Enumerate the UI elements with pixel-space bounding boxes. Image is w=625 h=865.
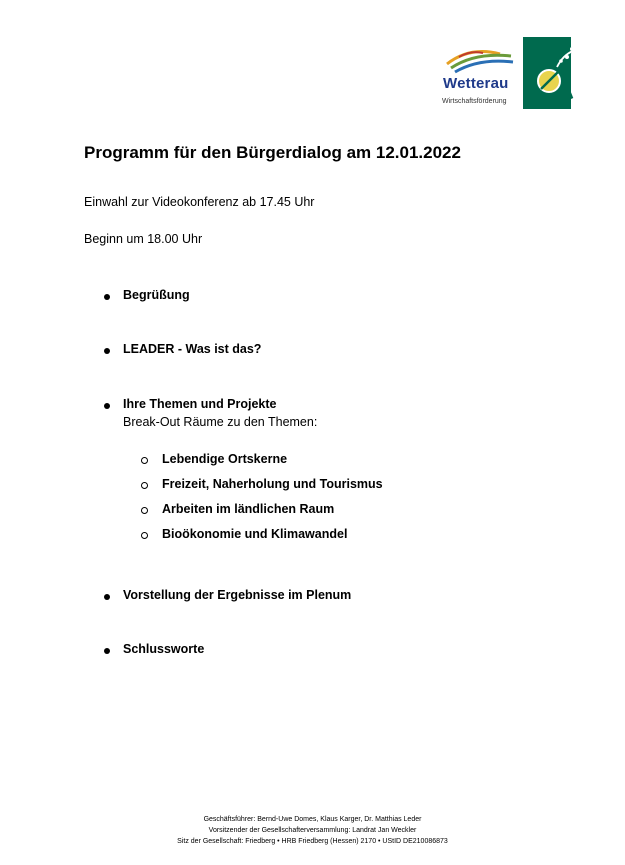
leader-logo (523, 37, 591, 109)
footer-chairman: Vorsitzender der Gesellschafterversammlung: Landrat Jan Weckler (208, 827, 417, 834)
breakout-intro: Break-Out Räume zu den Themen: (123, 415, 318, 429)
footer-company-seat: Sitz der Gesellschaft: Friedberg • HRB Friedberg (Hessen) 2170 • UStID DE210086873 (177, 838, 448, 845)
breakout-topic: Lebendige Ortskerne (162, 452, 288, 466)
sub-bullet-icon (141, 457, 148, 464)
breakout-topic: Bioökonomie und Klimawandel (162, 527, 348, 541)
wetterau-logo-subtitle: Wirtschaftsförderung (442, 98, 507, 105)
bullet-icon (104, 403, 110, 409)
breakout-topic: Freizeit, Naherholung und Tourismus (162, 477, 383, 491)
breakout-topic: Arbeiten im ländlichen Raum (162, 502, 335, 516)
document-title: Programm für den Bürgerdialog am 12.01.2022 (84, 143, 461, 162)
bullet-icon (104, 648, 110, 654)
agenda-item: Schlussworte (123, 642, 205, 656)
wetterau-swoosh-icon (445, 44, 515, 74)
wetterau-logo-name: Wetterau (443, 75, 509, 92)
wetterau-logo (440, 44, 518, 114)
dialin-time: Einwahl zur Videokonferenz ab 17.45 Uhr (84, 195, 315, 209)
sub-bullet-icon (141, 482, 148, 489)
agenda-item: Begrüßung (123, 288, 190, 302)
footer-managing-directors: Geschäftsführer: Bernd-Uwe Domes, Klaus Karger, Dr. Matthias Leder (203, 816, 422, 823)
agenda-item: LEADER - Was ist das? (123, 342, 262, 356)
bullet-icon (104, 348, 110, 354)
leader-emblem-icon (523, 37, 591, 109)
sub-bullet-icon (141, 532, 148, 539)
start-time: Beginn um 18.00 Uhr (84, 232, 203, 246)
agenda-item: Vorstellung der Ergebnisse im Plenum (123, 588, 352, 602)
agenda-item: Ihre Themen und Projekte (123, 397, 277, 411)
sub-bullet-icon (141, 507, 148, 514)
bullet-icon (104, 294, 110, 300)
bullet-icon (104, 594, 110, 600)
